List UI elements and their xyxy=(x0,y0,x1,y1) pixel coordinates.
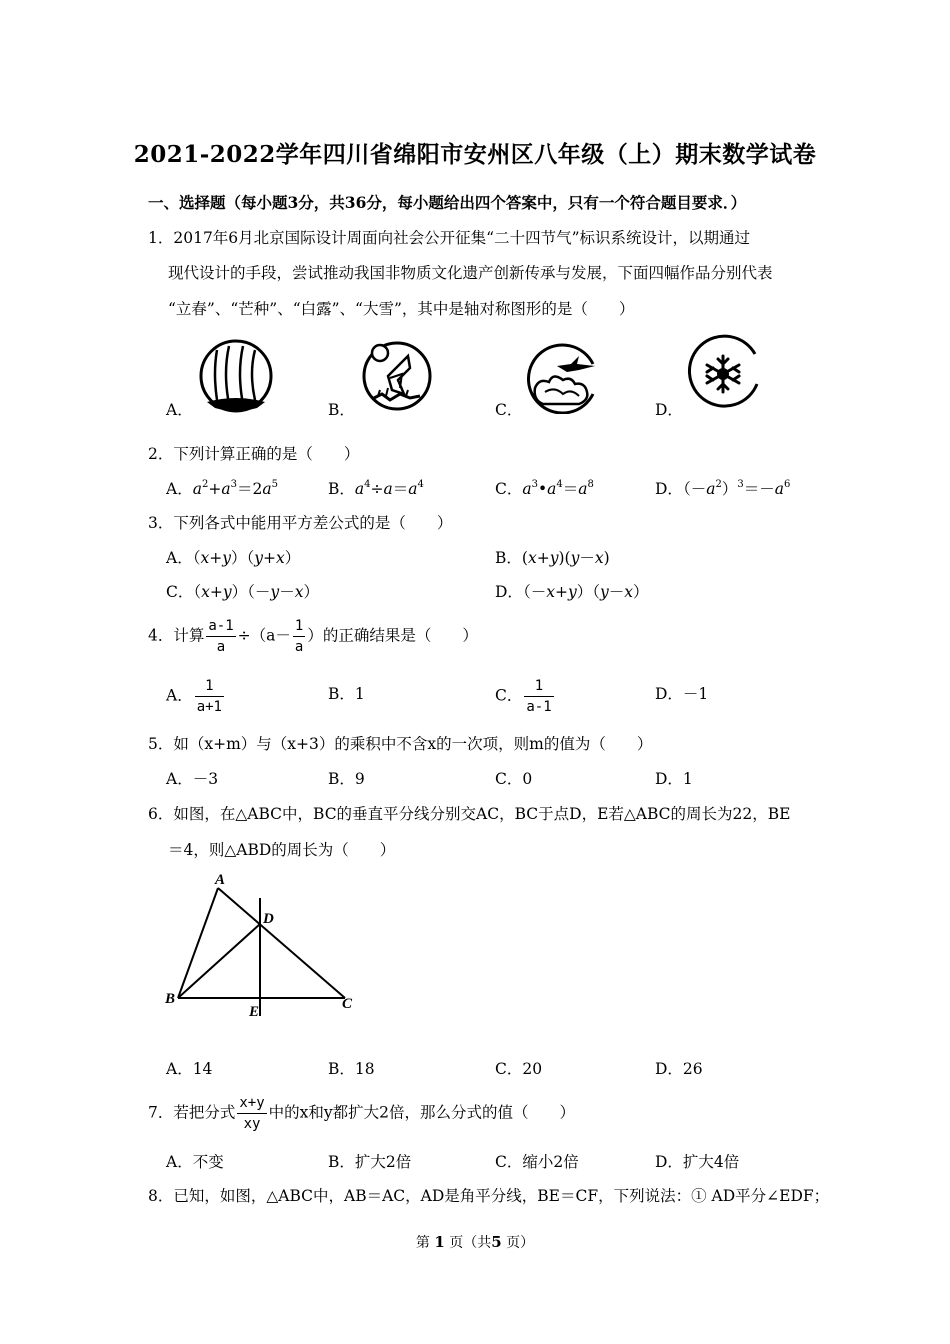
label-a: A xyxy=(215,872,226,888)
label-c: C xyxy=(342,996,353,1012)
q7-option-d: D．扩大4倍 xyxy=(655,1153,740,1171)
label-d: D xyxy=(263,911,274,927)
q6-option-b: B．18 xyxy=(328,1060,375,1078)
q6-option-d: D．26 xyxy=(655,1060,703,1078)
triangle-diagram xyxy=(160,868,370,1028)
lichun-emblem-icon xyxy=(197,338,275,416)
q2-option-c: C．$a^3•a^4=a^8$ xyxy=(495,479,594,498)
segment-bd xyxy=(178,924,260,998)
q5-option-c: C．0 xyxy=(495,770,533,788)
q7-fraction: $\frac{x+y}{xy}$ xyxy=(239,1095,265,1132)
q6-line1: 6．如图，在△ABC中，BC的垂直平分线分别交AC，BC于点D，E若△ABC的周长为22，BE xyxy=(148,805,791,823)
segment-ab xyxy=(178,888,218,998)
section-heading: 一、选择题（每小题3分，共36分，每小题给出四个答案中，只有一个符合题目要求．） xyxy=(148,193,747,212)
q3-option-c: C．（x+y）（－y－x） xyxy=(166,583,319,601)
q7-option-c: C．缩小2倍 xyxy=(495,1153,579,1171)
q5-option-d: D．1 xyxy=(655,770,693,788)
q2-option-a: A．$a^2+a^3=2a^5$ xyxy=(166,479,278,498)
q3-stem: 3．下列各式中能用平方差公式的是（ ） xyxy=(148,514,453,532)
q1-option-c: C． xyxy=(495,401,523,419)
q7-option-b: B．扩大2倍 xyxy=(328,1153,412,1171)
q6-line2: ＝4，则△ABD的周长为（ ） xyxy=(168,841,396,859)
q2-stem: 2．下列计算正确的是（ ） xyxy=(148,445,360,463)
mangzhong-emblem-icon xyxy=(360,338,434,412)
q4-fraction-2: $\frac{1}{a}$ xyxy=(294,618,304,655)
daxue-emblem-icon xyxy=(685,334,763,412)
q1-option-d: D． xyxy=(655,401,683,419)
q7-option-a: A．不变 xyxy=(166,1153,224,1171)
q3-option-d: D．（－x+y）（y－x） xyxy=(495,583,649,601)
q3-option-a: A．（x+y）（y+x） xyxy=(166,549,301,567)
q1-line1: 1．2017年6月北京国际设计周面向社会公开征集“二十四节气”标识系统设计，以期通过 xyxy=(148,229,751,247)
q5-option-a: A．－3 xyxy=(166,770,219,788)
q4-option-a: A． $\frac{1}{a+1}$ xyxy=(166,678,222,715)
q4-option-b: B．1 xyxy=(328,685,365,703)
page-title: 2021-2022学年四川省绵阳市安州区八年级（上）期末数学试卷 xyxy=(133,141,817,168)
q2-option-b: B．$a^4\div a=a^4$ xyxy=(328,479,424,498)
q5-stem: 5．如（x+m）与（x+3）的乘积中不含x的一次项，则m的值为（ ） xyxy=(148,735,653,753)
q7-stem: 7．若把分式 $\frac{x+y}{xy}$ 中的x和y都扩大2倍，那么分式的值（ ） xyxy=(148,1095,576,1132)
q4-stem: 4．计算 $\frac{a-1}{a}$ ÷（a－ $\frac{1}{a}$ ）的正确结果是（ ） xyxy=(148,618,478,655)
q1-line2: 现代设计的手段，尝试推动我国非物质文化遗产创新传承与发展，下面四幅作品分别代表 xyxy=(168,264,773,282)
q8-line1: 8．已知，如图，△ABC中，AB＝AC，AD是角平分线，BE＝CF，下列说法：① AD平分∠EDF； xyxy=(148,1187,830,1205)
q3-option-b: B．(x+y)(y－x) xyxy=(495,549,610,567)
segment-ac xyxy=(218,888,345,998)
q2-option-d: D．$(-a^2)^3=-a^6$ xyxy=(655,479,791,498)
q1-option-b: B． xyxy=(328,401,355,419)
bailu-emblem-icon xyxy=(527,342,603,414)
q6-option-a: A．14 xyxy=(166,1060,213,1078)
q4-option-d: D．－1 xyxy=(655,685,709,703)
page-footer: 第 1 页（共5 页） xyxy=(415,1233,535,1251)
label-b: B xyxy=(165,991,176,1007)
q5-option-b: B．9 xyxy=(328,770,365,788)
q6-option-c: C．20 xyxy=(495,1060,543,1078)
q1-line3: “立春”、“芒种”、“白露”、“大雪”，其中是轴对称图形的是（ ） xyxy=(168,300,635,318)
q1-option-a: A． xyxy=(166,401,193,419)
q4-option-c: C． $\frac{1}{a-1}$ xyxy=(495,678,552,715)
label-e: E xyxy=(249,1004,260,1020)
q4-fraction-1: $\frac{a-1}{a}$ xyxy=(208,618,234,655)
